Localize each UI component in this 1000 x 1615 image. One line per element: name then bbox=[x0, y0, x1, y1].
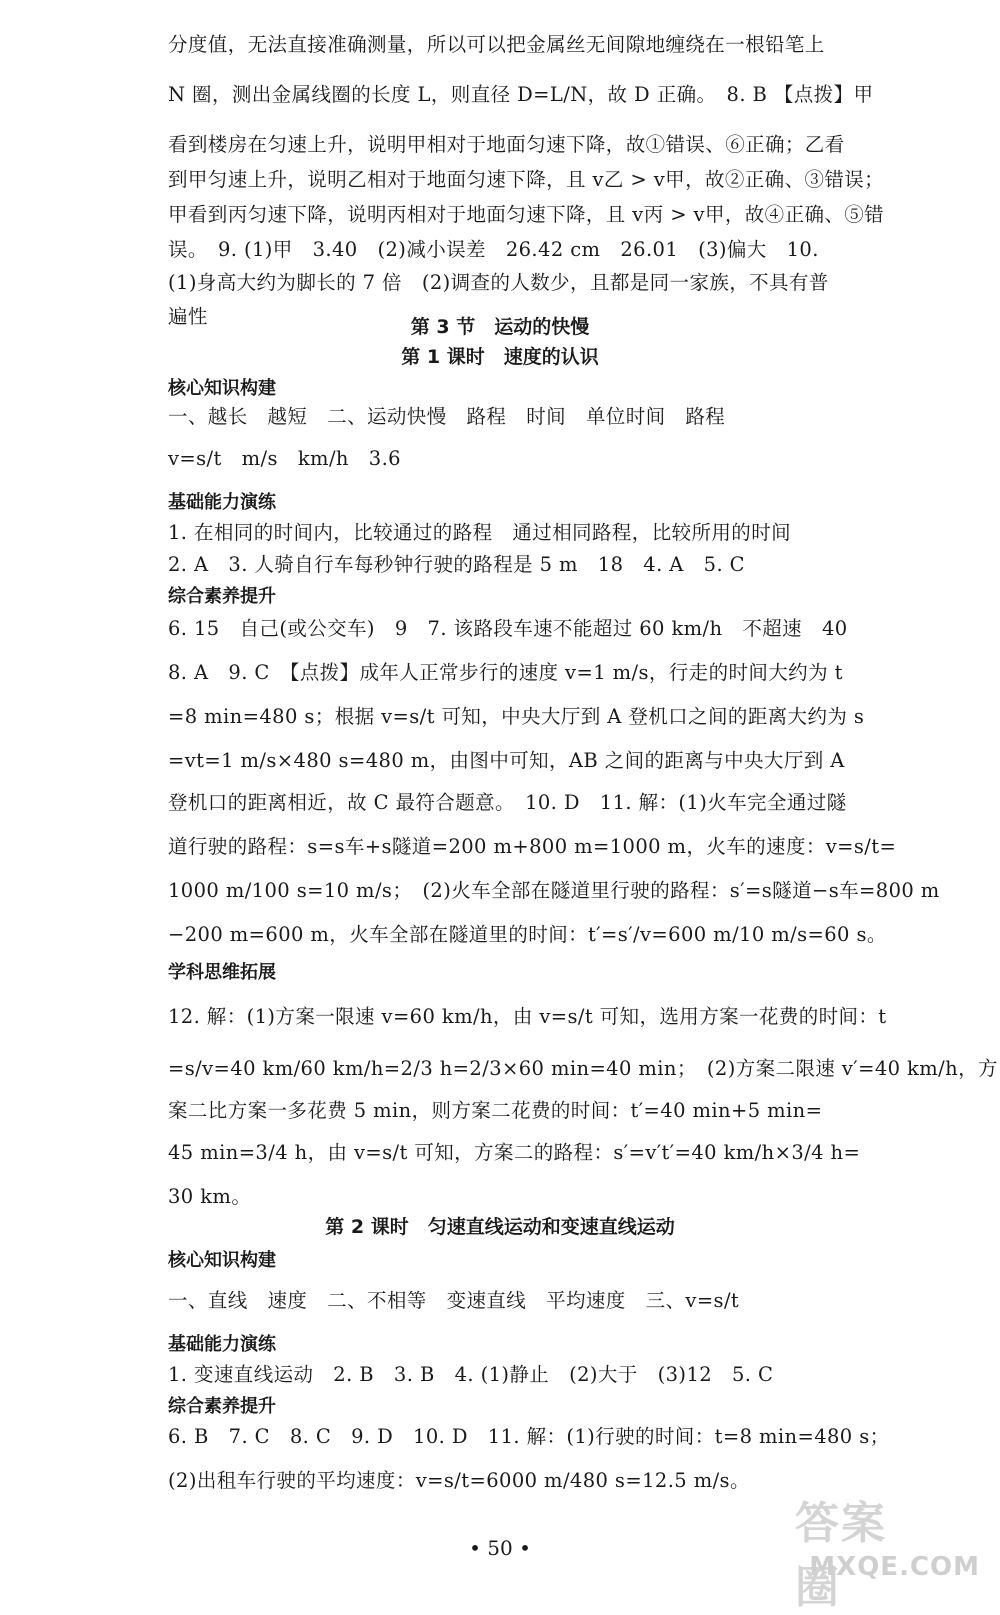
watermark-en: MXQE.COM bbox=[809, 1552, 980, 1582]
section-title: 第 3 节 运动的快慢 bbox=[410, 316, 590, 338]
text-line: 6. B 7. C 8. C 9. D 10. D 11. 解：(1)行驶的时间：t=8 min=480 s； bbox=[168, 1425, 890, 1448]
lesson1-title: 第 1 课时 速度的认识 bbox=[401, 346, 599, 368]
text-line: 一、越长 越短 二、运动快慢 路程 时间 单位时间 路程 bbox=[168, 405, 726, 428]
lesson1-comp-heading: 综合素养提升 bbox=[168, 586, 276, 607]
text-line: =vt=1 m/s×480 s=480 m，由图中可知，AB 之间的距离与中央大厅到 A bbox=[168, 749, 845, 772]
text-line: −200 m=600 m，火车全部在隧道里的时间：t′=s′/v=600 m/10 m/s=60 s。 bbox=[168, 923, 887, 946]
text-line: 2. A 3. 人骑自行车每秒钟行驶的路程是 5 m 18 4. A 5. C bbox=[168, 553, 746, 576]
text-line: =8 min=480 s；根据 v=s/t 可知，中央大厅到 A 登机口之间的距离大约为 s bbox=[168, 705, 865, 728]
text-line: 甲看到丙匀速下降，说明丙相对于地面匀速下降，且 v丙 > v甲，故④正确、⑤错 bbox=[168, 203, 885, 226]
lesson2-comp-heading: 综合素养提升 bbox=[168, 1396, 276, 1417]
lesson2-core-heading: 核心知识构建 bbox=[168, 1250, 276, 1271]
watermark-logo bbox=[795, 1487, 980, 1613]
text-line: 1. 变速直线运动 2. B 3. B 4. (1)静止 (2)大于 (3)12 5. C bbox=[168, 1363, 774, 1386]
text-line: 6. 15 自己(或公交车) 9 7. 该路段车速不能超过 60 km/h 不超速 40 bbox=[168, 617, 848, 640]
text-line: 误。 9. (1)甲 3.40 (2)减小误差 26.42 cm 26.01 (3)偏大 10. bbox=[168, 238, 819, 261]
text-line: (2)出租车行驶的平均速度：v=s/t=6000 m/480 s=12.5 m/s。 bbox=[168, 1469, 750, 1492]
text-line: 45 min=3/4 h，由 v=s/t 可知，方案二的路程：s′=v′t′=40 km/h×3/4 h= bbox=[168, 1141, 861, 1164]
lesson2-basic-heading: 基础能力演练 bbox=[168, 1334, 276, 1355]
text-line: v=s/t m/s km/h 3.6 bbox=[168, 447, 401, 470]
text-line: 登机口的距离相近，故 C 最符合题意。 10. D 11. 解：(1)火车完全通过隧 bbox=[168, 791, 847, 814]
lesson1-basic-heading: 基础能力演练 bbox=[168, 492, 276, 513]
text-line: N 圈，测出金属线圈的长度 L，则直径 D=L/N，故 D 正确。 8. B 【点拨】甲 bbox=[168, 83, 874, 106]
text-line: 一、直线 速度 二、不相等 变速直线 平均速度 三、v=s/t bbox=[168, 1289, 740, 1312]
text-line: 8. A 9. C 【点拨】成年人正常步行的速度 v=1 m/s，行走的时间大约为 t bbox=[168, 661, 843, 684]
text-line: 案二比方案一多花费 5 min，则方案二花费的时间：t′=40 min+5 min= bbox=[168, 1099, 823, 1122]
text-line: 分度值，无法直接准确测量，所以可以把金属丝无间隙地缠绕在一根铅笔上 bbox=[168, 33, 825, 56]
text-line: 30 km。 bbox=[168, 1185, 252, 1208]
text-line: 到甲匀速上升，说明乙相对于地面匀速下降，且 v乙 > v甲，故②正确、③错误； bbox=[168, 168, 885, 191]
text-line: (1)身高大约为脚长的 7 倍 (2)调查的人数少，且都是同一家族，不具有普 bbox=[168, 271, 829, 294]
text-line: 12. 解：(1)方案一限速 v=60 km/h，由 v=s/t 可知，选用方案一花费的时间：t bbox=[168, 1005, 887, 1028]
lesson1-core-heading: 核心知识构建 bbox=[168, 378, 276, 399]
text-line: =s/v=40 km/60 km/h=2/3 h=2/3×60 min=40 min； (2)方案二限速 v′=40 km/h，方 bbox=[168, 1057, 998, 1080]
page-number: • 50 • bbox=[469, 1536, 531, 1560]
text-line: 遍性 bbox=[168, 305, 208, 328]
text-line: 1000 m/100 s=10 m/s； (2)火车全部在隧道里行驶的路程：s′=s隧道−s车=800 m bbox=[168, 879, 940, 902]
watermark-cn: 答案圈 bbox=[795, 1498, 887, 1613]
lesson1-ext-heading: 学科思维拓展 bbox=[168, 962, 276, 983]
text-line: 1. 在相同的时间内，比较通过的路程 通过相同路程，比较所用的时间 bbox=[168, 521, 792, 544]
lesson2-title: 第 2 课时 匀速直线运动和变速直线运动 bbox=[325, 1216, 675, 1238]
text-line: 看到楼房在匀速上升，说明甲相对于地面匀速下降，故①错误、⑥正确；乙看 bbox=[168, 133, 845, 156]
text-line: 道行驶的路程：s=s车+s隧道=200 m+800 m=1000 m，火车的速度：v=s/t= bbox=[168, 835, 897, 858]
